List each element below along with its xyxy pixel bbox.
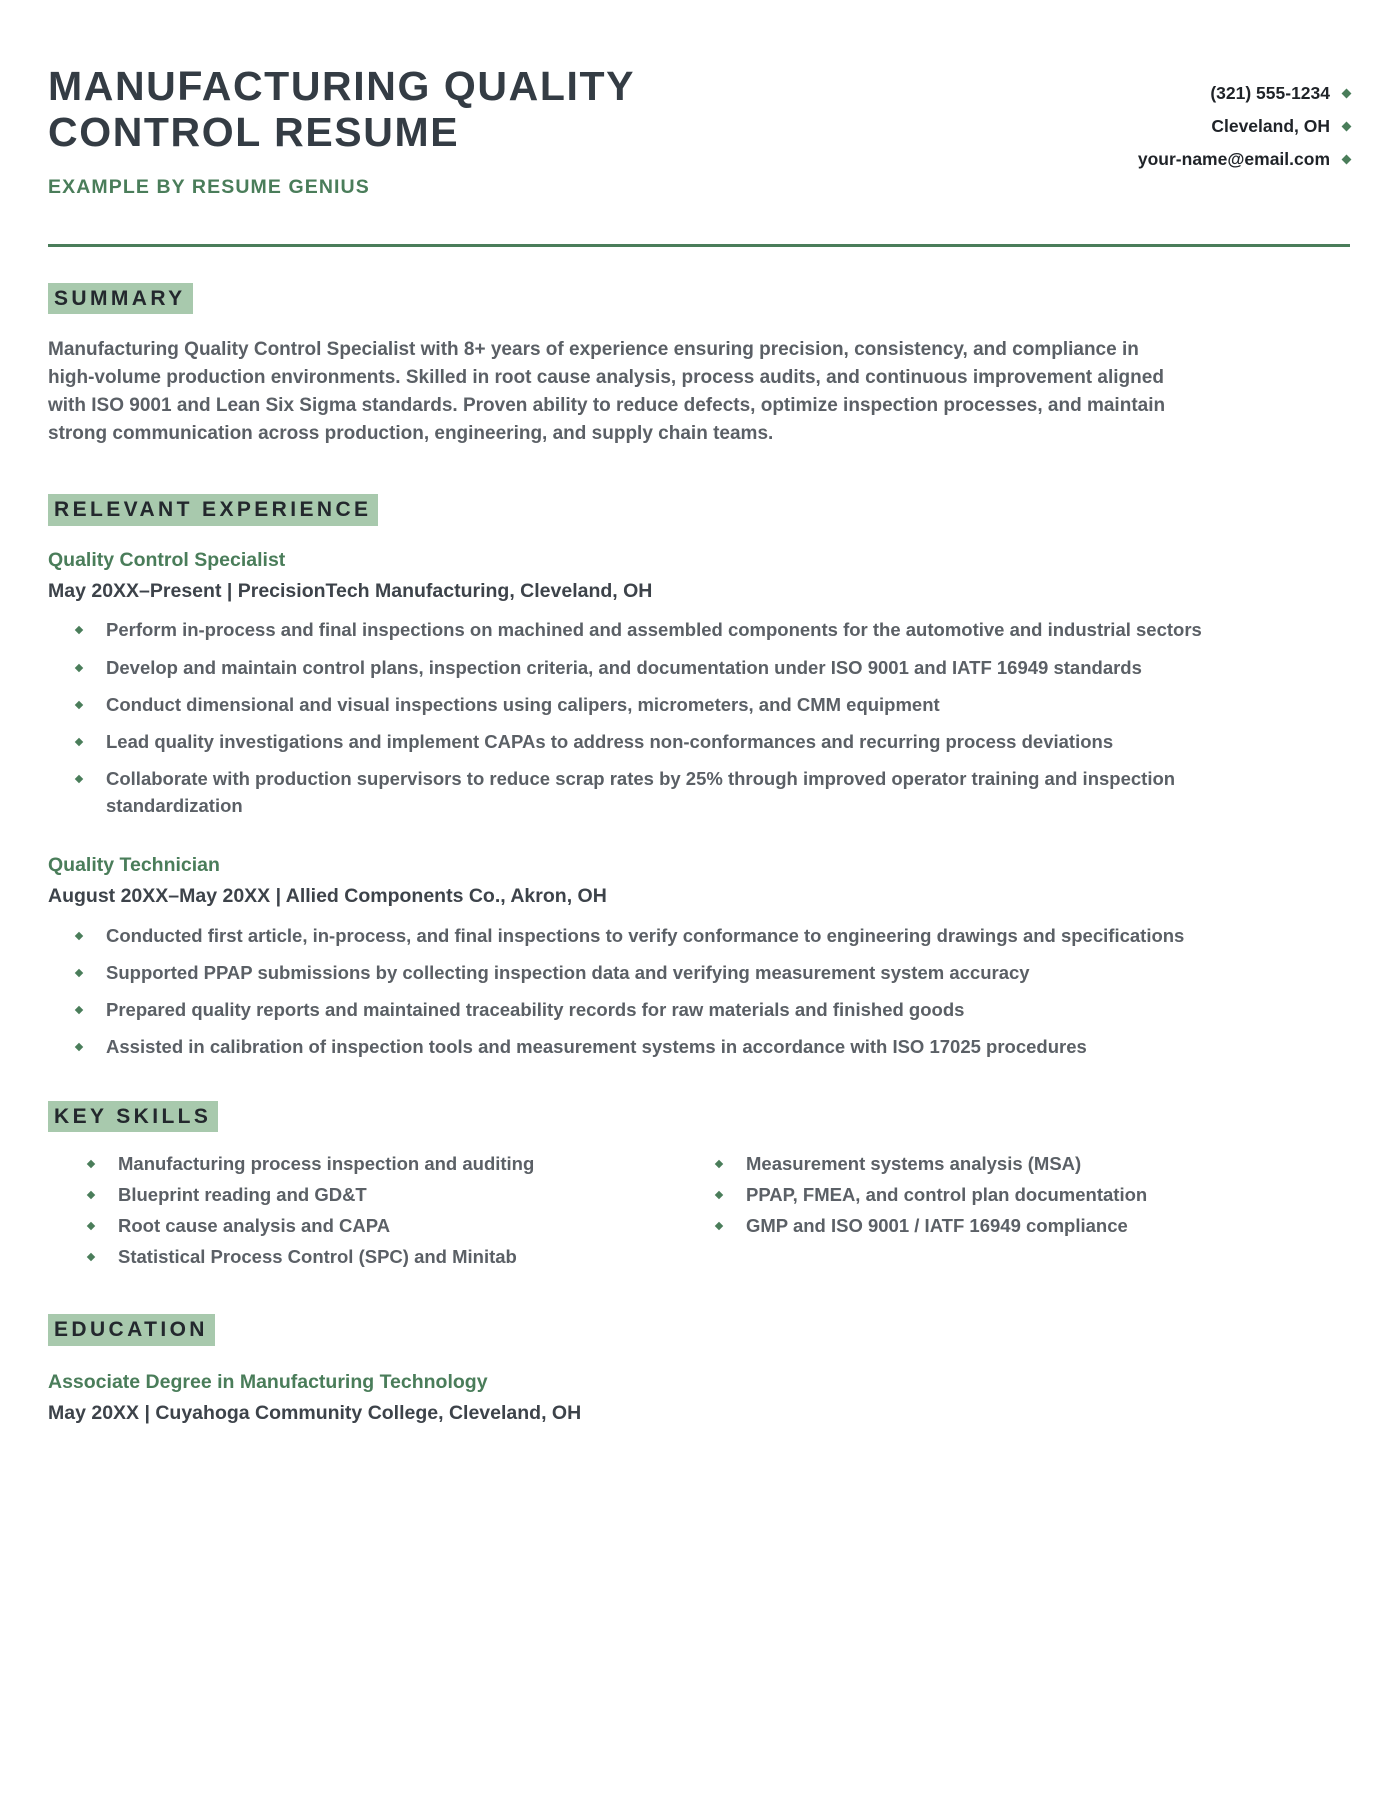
diamond-icon	[1342, 155, 1352, 165]
list-item	[708, 1183, 1350, 1208]
list-item	[48, 1245, 690, 1270]
contact-location-value: Cleveland, OH	[1211, 116, 1330, 137]
section-heading-summary: SUMMARY	[48, 283, 193, 315]
section-experience	[48, 494, 1350, 1061]
contact-email	[1030, 146, 1350, 173]
skill-text: PPAP, FMEA, and control plan documentation	[746, 1184, 1148, 1206]
list-item	[48, 1034, 1208, 1060]
contact-phone	[1030, 80, 1350, 107]
list-item	[48, 692, 1208, 718]
skills-grid	[48, 1152, 1350, 1276]
skill-text: Statistical Process Control (SPC) and Minitab	[118, 1246, 517, 1268]
list-item	[48, 617, 1208, 643]
education-degree: Associate Degree in Manufacturing Technology	[48, 1370, 488, 1393]
bullet-text: Conducted first article, in-process, and final inspections to verify conformance to engineering drawings and specifications	[106, 924, 1185, 946]
bullet-text: Prepared quality reports and maintained traceability records for raw materials and finished goods	[106, 999, 965, 1021]
education-meta: May 20XX | Cuyahoga Community College, Cleveland, OH	[48, 1402, 582, 1425]
bullet-text: Lead quality investigations and implement CAPAs to address non-conformances and recurring process deviations	[106, 731, 1114, 753]
list-item	[48, 1214, 690, 1239]
bullet-text: Perform in-process and final inspections on machined and assembled components for the automotive and industrial sectors	[106, 619, 1202, 641]
section-summary	[48, 283, 1350, 448]
list-item	[48, 923, 1208, 949]
diamond-icon	[1342, 89, 1352, 99]
section-education	[48, 1314, 1350, 1426]
section-heading-experience: RELEVANT EXPERIENCE	[48, 494, 378, 526]
contact-phone-value: (321) 555-1234	[1210, 83, 1330, 103]
bullet-text: Develop and maintain control plans, inspection criteria, and documentation under ISO 9001 and IATF 16949 standards	[106, 656, 1142, 678]
job-bullet-list	[48, 617, 1350, 819]
contact-email-value: your-name@email.com	[1137, 149, 1330, 170]
list-item	[48, 655, 1208, 681]
section-skills	[48, 1101, 1350, 1276]
experience-entry-1	[48, 548, 1350, 819]
bullet-text: Assisted in calibration of inspection tools and measurement systems in accordance with ISO 17025 procedures	[106, 1036, 1087, 1058]
contact-block	[1030, 64, 1350, 179]
contact-location	[1030, 113, 1350, 140]
list-item	[48, 997, 1208, 1023]
skill-text: Blueprint reading and GD&T	[118, 1184, 367, 1206]
list-item	[708, 1152, 1350, 1177]
summary-paragraph: Manufacturing Quality Control Specialist with 8+ years of experience ensuring precision, consistency, and compliance in high-volume production environments. Skilled in root cause analysis, process audits, and continuous improvement aligned with ISO 9001 and Lean Six Sigma standards. Proven ability to reduce defects, optimize inspection processes, and maintain strong communication across production, engineering, and supply chain teams.	[48, 339, 1166, 445]
skills-column-right	[708, 1152, 1350, 1276]
skill-text: Root cause analysis and CAPA	[118, 1215, 391, 1237]
page-title: MANUFACTURING QUALITY CONTROL RESUME	[48, 63, 635, 155]
skill-text: Measurement systems analysis (MSA)	[746, 1153, 1082, 1175]
list-item	[48, 960, 1208, 986]
section-heading-education: EDUCATION	[48, 1314, 215, 1346]
job-title: Quality Control Specialist	[48, 548, 286, 571]
education-entry-1	[48, 1370, 1350, 1427]
job-bullet-list	[48, 923, 1350, 1061]
bullet-text: Supported PPAP submissions by collecting inspection data and verifying measurement system accuracy	[106, 961, 1030, 983]
job-meta: May 20XX–Present | PrecisionTech Manufacturing, Cleveland, OH	[48, 580, 653, 603]
experience-entry-2	[48, 853, 1350, 1061]
bullet-text: Collaborate with production supervisors to reduce scrap rates by 25% through improved operator training and inspection standardization	[106, 768, 1176, 816]
resume-header	[48, 56, 1350, 199]
resume-subtitle: EXAMPLE BY RESUME GENIUS	[48, 175, 370, 198]
skills-column-left	[48, 1152, 690, 1276]
list-item	[48, 1183, 690, 1208]
skill-text: Manufacturing process inspection and auditing	[118, 1153, 535, 1175]
section-heading-skills: KEY SKILLS	[48, 1101, 218, 1133]
job-meta: August 20XX–May 20XX | Allied Components Co., Akron, OH	[48, 885, 607, 908]
header-left	[48, 64, 808, 199]
list-item	[48, 1152, 690, 1177]
diamond-icon	[1342, 122, 1352, 132]
job-title: Quality Technician	[48, 853, 220, 876]
bullet-text: Conduct dimensional and visual inspections using calipers, micrometers, and CMM equipment	[106, 693, 940, 715]
list-item	[708, 1214, 1350, 1239]
skill-text: GMP and ISO 9001 / IATF 16949 compliance	[746, 1215, 1128, 1237]
list-item	[48, 766, 1208, 819]
header-divider	[48, 244, 1350, 247]
list-item	[48, 729, 1208, 755]
